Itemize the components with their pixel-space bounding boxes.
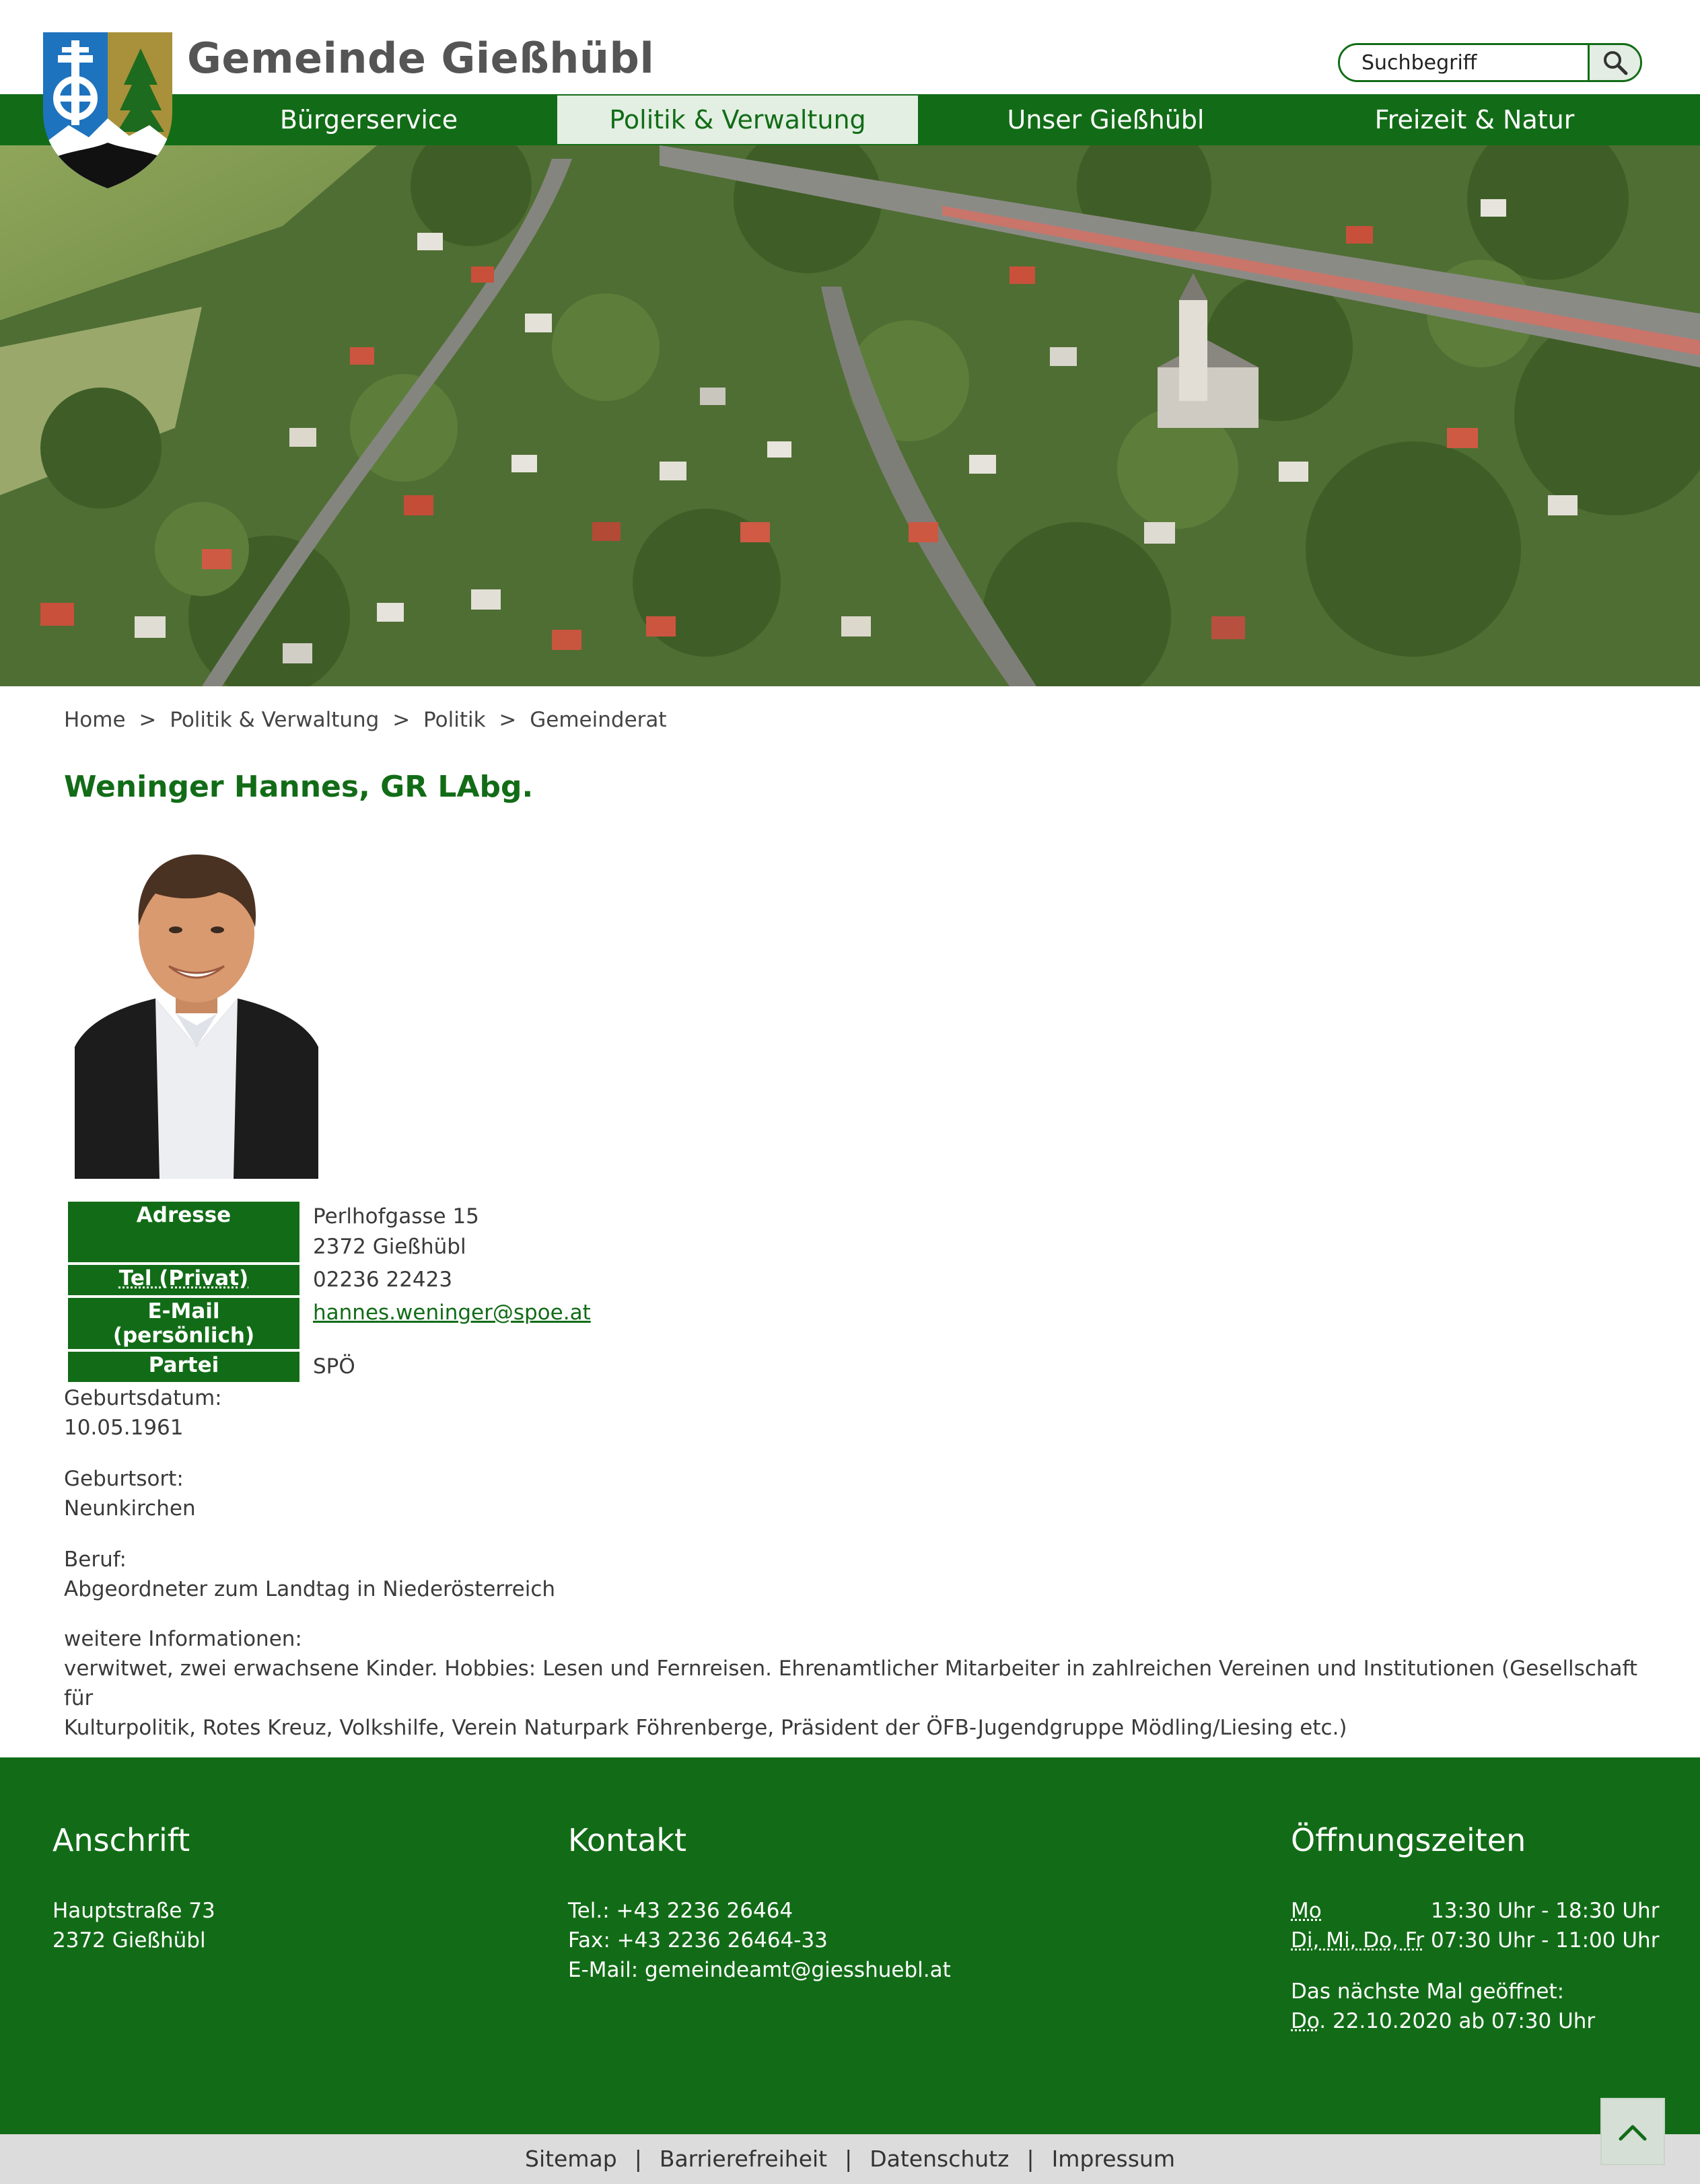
more-info-line: Kulturpolitik, Rotes Kreuz, Volkshilfe, Verein Naturpark Föhrenberge, Präsident der ÖFB-Jugendgruppe Mödling/Liesing etc.) (64, 1716, 1347, 1740)
table-row (67, 1200, 603, 1264)
party-value: SPÖ (313, 1354, 355, 1379)
footer-link-impressum[interactable]: Impressum (1051, 2146, 1175, 2172)
address-line: 2372 Gießhübl (313, 1235, 466, 1259)
job-block (64, 1545, 555, 1604)
hours-row (1291, 1896, 1659, 1926)
breadcrumb-item-gemeinderat[interactable]: Gemeinderat (530, 708, 667, 732)
address-label: Adresse (67, 1200, 301, 1264)
coat-of-arms-icon[interactable] (42, 31, 174, 190)
hours-row (1291, 1926, 1659, 1955)
nav-item-freizeit-natur[interactable]: Freizeit & Natur (1374, 105, 1575, 135)
site-title[interactable]: Gemeinde Gießhübl (187, 34, 655, 83)
link-separator: | (634, 2146, 642, 2172)
email-value (301, 1297, 603, 1350)
table-row (67, 1297, 603, 1350)
tel-label-text: Tel (Privat) (118, 1266, 249, 1290)
nav-item-politik-verwaltung[interactable]: Politik & Verwaltung (557, 96, 918, 144)
main-nav (0, 94, 1700, 145)
footer-link-barrierefreiheit[interactable]: Barrierefreiheit (659, 2146, 828, 2172)
footer-next-open (1291, 1977, 1595, 2036)
footer-contact-fax: Fax: +43 2236 26464-33 (568, 1928, 828, 1953)
more-info-block (64, 1624, 1639, 1743)
job-value: Abgeordneter zum Landtag in Niederösterreich (64, 1577, 556, 1601)
footer-address-line: 2372 Gießhübl (52, 1928, 206, 1953)
next-open-rest: . 22.10.2020 ab 07:30 Uhr (1319, 2009, 1596, 2033)
footer-link-datenschutz[interactable]: Datenschutz (870, 2146, 1010, 2172)
footer-contact (568, 1896, 951, 1985)
footer-contact-title: Kontakt (568, 1822, 687, 1858)
breadcrumb (64, 708, 667, 732)
breadcrumb-separator: > (139, 708, 157, 732)
portrait-photo (75, 845, 318, 1179)
magnifier-icon (1602, 49, 1629, 76)
birthplace-block (64, 1464, 196, 1523)
more-info-line: verwitwet, zwei erwachsene Kinder. Hobbies: Lesen und Fernreisen. Ehrenamtlicher Mitarbeiter in zahlreichen Vereinen und Institutionen (Gesellschaft für (64, 1657, 1638, 1710)
footer-link-sitemap[interactable]: Sitemap (525, 2146, 617, 2172)
bottom-links-bar (0, 2134, 1700, 2184)
tel-value: 02236 22423 (313, 1268, 453, 1292)
breadcrumb-item-politik[interactable]: Politik (423, 708, 486, 732)
table-row (67, 1264, 603, 1297)
search-input[interactable] (1340, 45, 1588, 80)
footer-address-line: Hauptstraße 73 (52, 1899, 215, 1923)
hours-time: 13:30 Uhr - 18:30 Uhr (1431, 1899, 1660, 1923)
birthdate-block (64, 1383, 222, 1443)
hours-day: Mo (1291, 1899, 1322, 1923)
breadcrumb-separator: > (499, 708, 517, 732)
tel-label (67, 1264, 301, 1297)
address-line: Perlhofgasse 15 (313, 1204, 479, 1229)
site-footer (0, 1757, 1700, 2134)
footer-contact-email[interactable]: E-Mail: gemeindeamt@giesshuebl.at (568, 1958, 951, 1982)
table-row (67, 1350, 603, 1383)
more-info-label: weitere Informationen: (64, 1627, 302, 1651)
footer-hours-title: Öffnungszeiten (1291, 1822, 1526, 1858)
next-open-label: Das nächste Mal geöffnet: (1291, 1979, 1565, 2004)
footer-hours (1291, 1896, 1659, 1955)
chevron-up-icon (1618, 2121, 1648, 2142)
party-label: Partei (67, 1350, 301, 1383)
hero-aerial-image (0, 145, 1700, 686)
nav-item-unser-giesshuebl[interactable]: Unser Gießhübl (1007, 105, 1205, 135)
footer-address-title: Anschrift (52, 1822, 190, 1858)
link-separator: | (1026, 2146, 1034, 2172)
search-button[interactable] (1588, 45, 1640, 80)
email-label: E-Mail (persönlich) (67, 1297, 301, 1350)
page-title: Weninger Hannes, GR LAbg. (64, 770, 534, 804)
footer-contact-tel[interactable]: Tel.: +43 2236 26464 (568, 1899, 793, 1923)
footer-address (52, 1896, 215, 1955)
breadcrumb-item-politik-verwaltung[interactable]: Politik & Verwaltung (170, 708, 380, 732)
hours-time: 07:30 Uhr - 11:00 Uhr (1431, 1928, 1660, 1953)
breadcrumb-separator: > (392, 708, 411, 732)
hours-day: Di, Mi, Do, Fr (1291, 1928, 1425, 1953)
job-label: Beruf: (64, 1548, 127, 1572)
address-value (301, 1200, 603, 1264)
birthplace-value: Neunkirchen (64, 1496, 196, 1521)
nav-item-buergerservice[interactable]: Bürgerservice (279, 105, 458, 135)
next-open-day: Do (1291, 2009, 1320, 2033)
link-separator: | (845, 2146, 853, 2172)
birthdate-value: 10.05.1961 (64, 1416, 184, 1440)
breadcrumb-item-home[interactable]: Home (64, 708, 126, 732)
next-open-value (1291, 2006, 1595, 2036)
back-to-top-button[interactable] (1600, 2098, 1665, 2165)
email-link[interactable]: hannes.weninger@spoe.at (313, 1301, 591, 1325)
site-header (0, 0, 1700, 145)
contact-info-table (67, 1200, 603, 1383)
birthdate-label: Geburtsdatum: (64, 1386, 222, 1410)
search-form (1338, 43, 1642, 82)
birthplace-label: Geburtsort: (64, 1467, 184, 1491)
